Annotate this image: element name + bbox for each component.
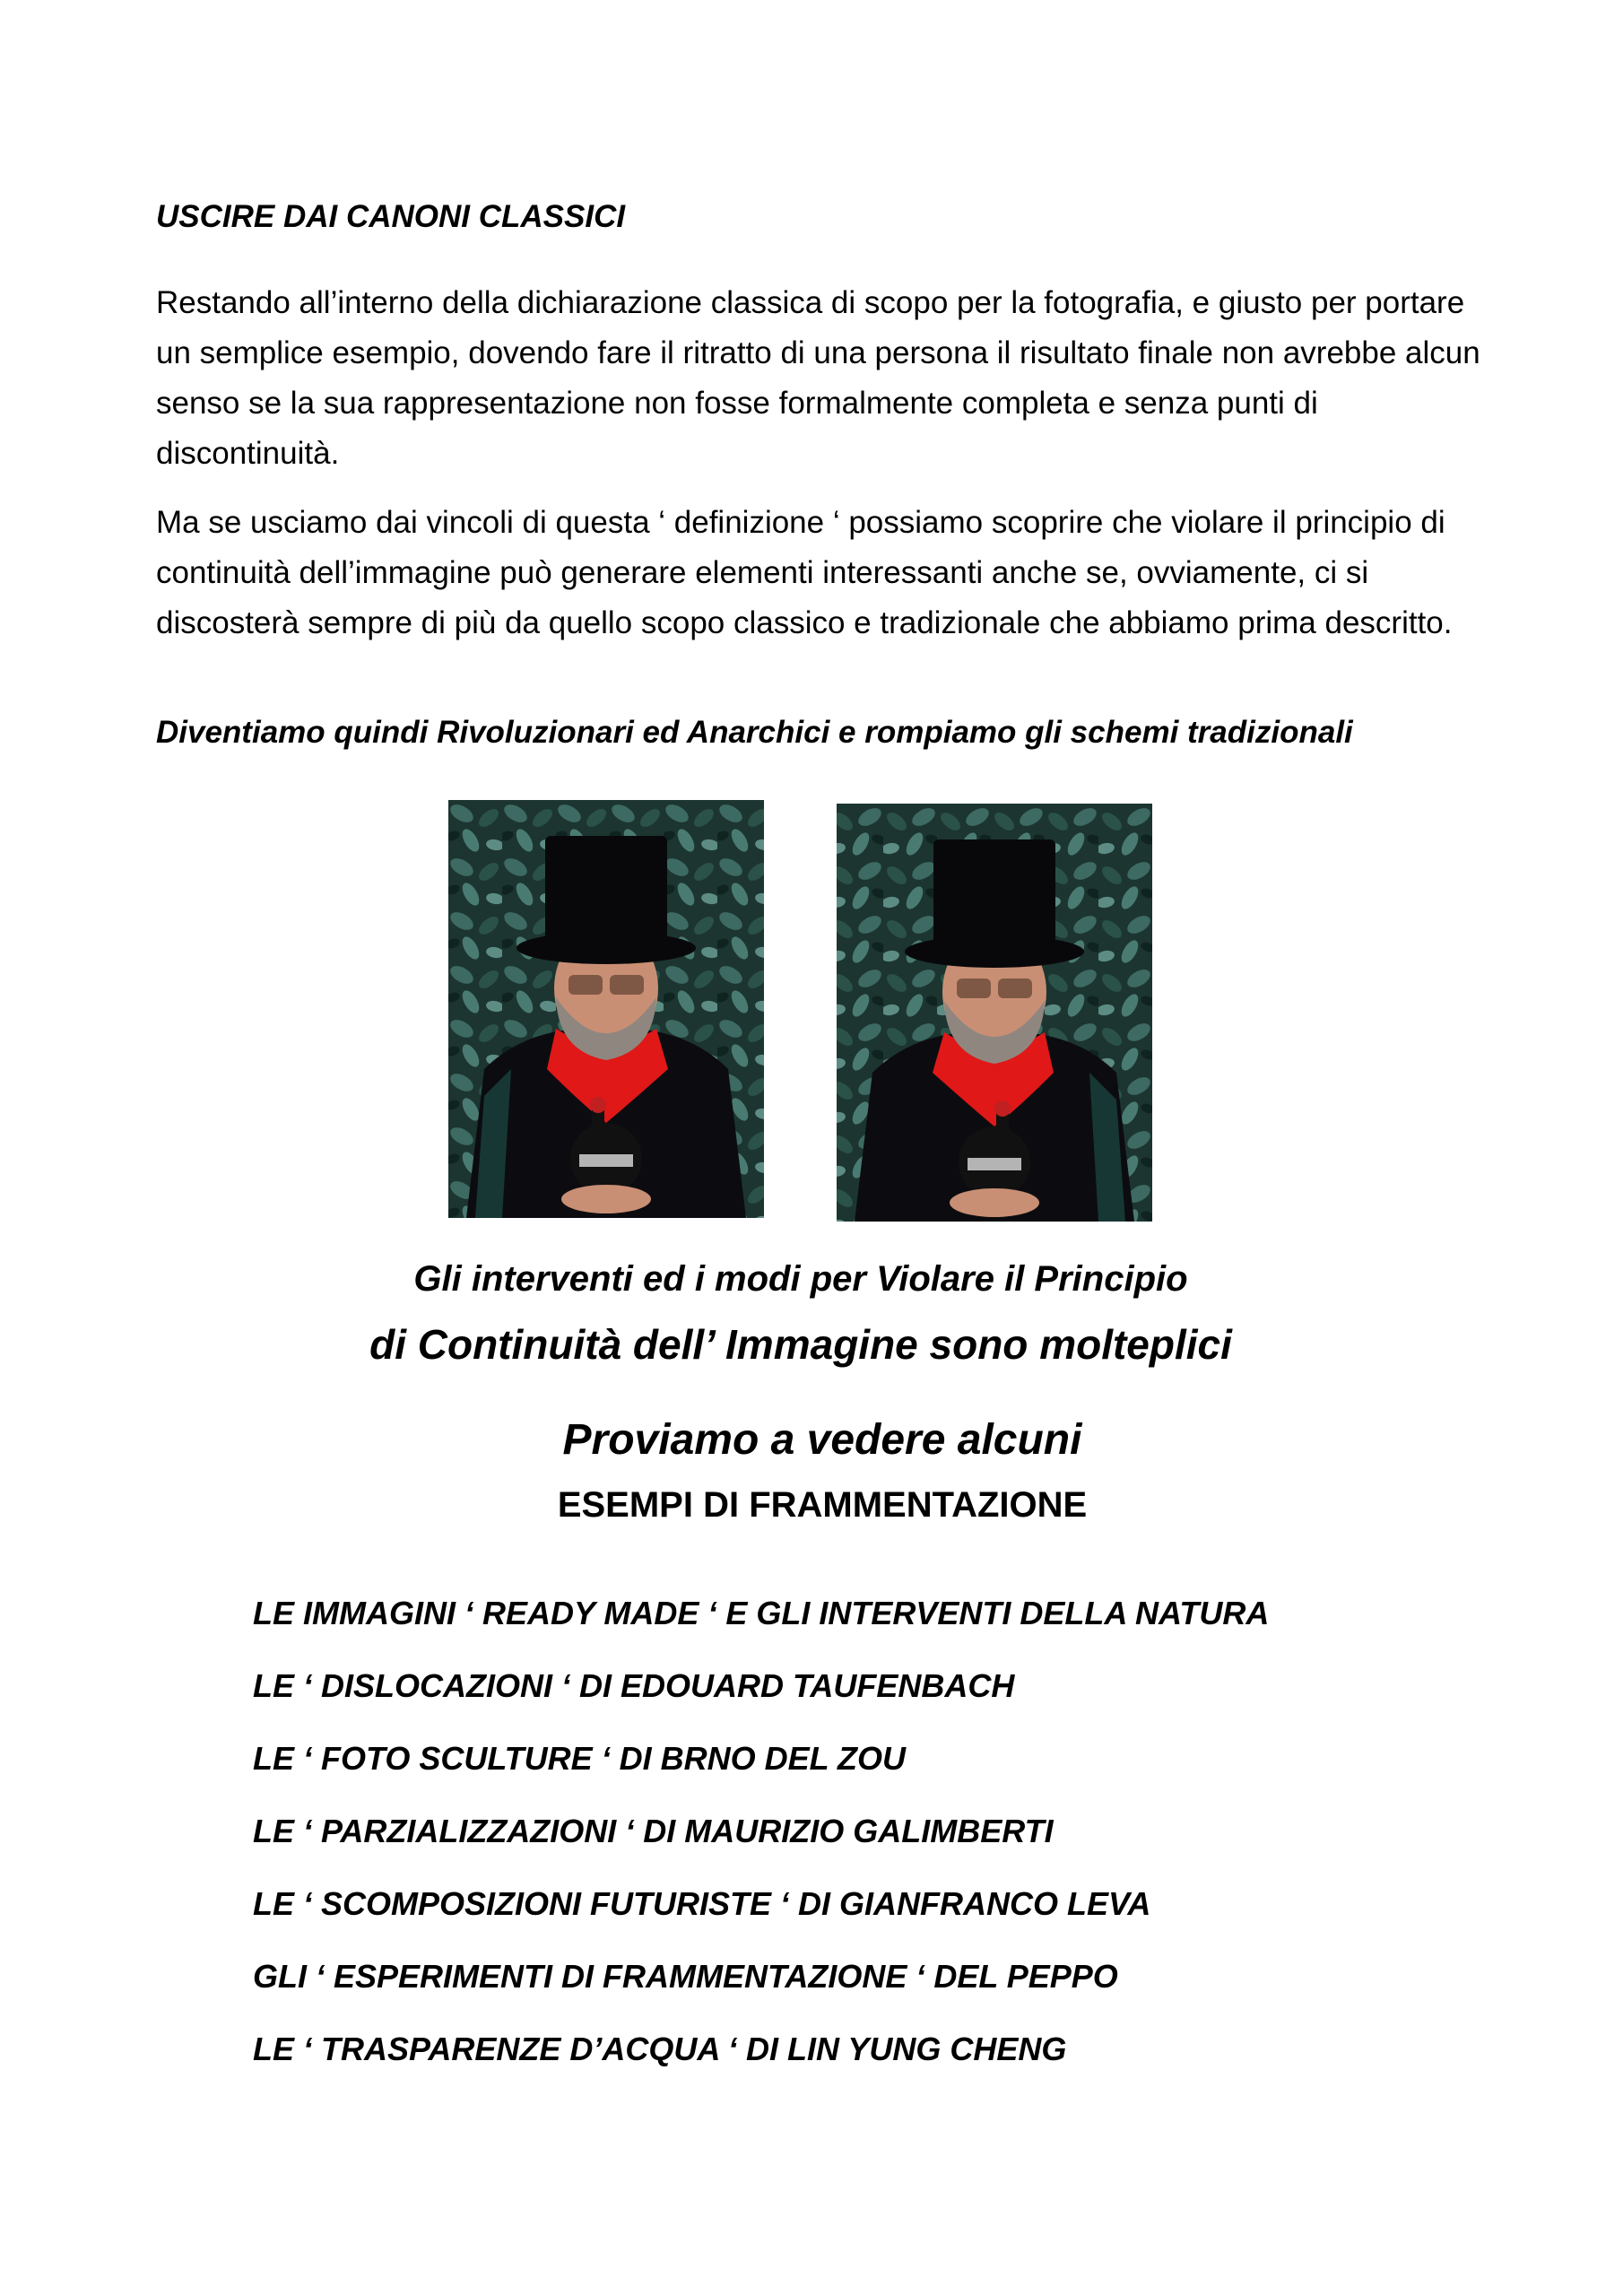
list-item: LE ‘ FOTO SCULTURE ‘ DI BRNO DEL ZOU bbox=[253, 1740, 907, 1777]
center-line-4: ESEMPI DI FRAMMENTAZIONE bbox=[557, 1485, 1088, 1525]
list-item: LE ‘ SCOMPOSIZIONI FUTURISTE ‘ DI GIANFRANCO LEVA bbox=[253, 1885, 1151, 1922]
center-line-1: Gli interventi ed i modi per Violare il Principio bbox=[413, 1259, 1188, 1299]
emphasis-line: Diventiamo quindi Rivoluzionari ed Anarchici e rompiamo gli schemi tradizionali bbox=[156, 715, 1353, 750]
portrait-man-top-hat-icon bbox=[448, 800, 764, 1218]
portrait-man-top-hat-icon bbox=[837, 804, 1152, 1222]
center-line-3: Proviamo a vedere alcuni bbox=[562, 1416, 1082, 1464]
portrait-photo bbox=[448, 800, 764, 1218]
examples-list bbox=[253, 1591, 1269, 2100]
list-item: LE ‘ PARZIALIZZAZIONI ‘ DI MAURIZIO GALIMBERTI bbox=[253, 1813, 1054, 1849]
list-item: LE IMMAGINI ‘ READY MADE ‘ E GLI INTERVENTI DELLA NATURA bbox=[253, 1595, 1270, 1631]
portrait-photo-mirrored bbox=[837, 804, 1152, 1222]
list-item: LE ‘ DISLOCAZIONI ‘ DI EDOUARD TAUFENBACH bbox=[253, 1667, 1015, 1704]
paragraph-2: Ma se usciamo dai vincoli di questa ‘ definizione ‘ possiamo scoprire che violare il principio di continuità dell’immagine può generare elementi interessanti anche se, ovviamente, ci si discosterà sempre di più da quello scopo classico e tradizionale che abbiamo prima descritto. bbox=[156, 505, 1453, 640]
section-heading: USCIRE DAI CANONI CLASSICI bbox=[156, 199, 626, 234]
paragraph-1: Restando all’interno della dichiarazione classica di scopo per la fotografia, e giusto per portare un semplice esempio, dovendo fare il ritratto di una persona il risultato finale non avrebbe alcun senso se la sua rappresentazione non fosse formalmente completa e senza punti di discontinuità. bbox=[156, 285, 1480, 471]
list-item: GLI ‘ ESPERIMENTI DI FRAMMENTAZIONE ‘ DEL PEPPO bbox=[253, 1958, 1118, 1995]
list-item: LE ‘ TRASPARENZE D’ACQUA ‘ DI LIN YUNG CHENG bbox=[253, 2031, 1067, 2067]
center-line-2: di Continuità dell’ Immagine sono molteplici bbox=[369, 1321, 1232, 1368]
